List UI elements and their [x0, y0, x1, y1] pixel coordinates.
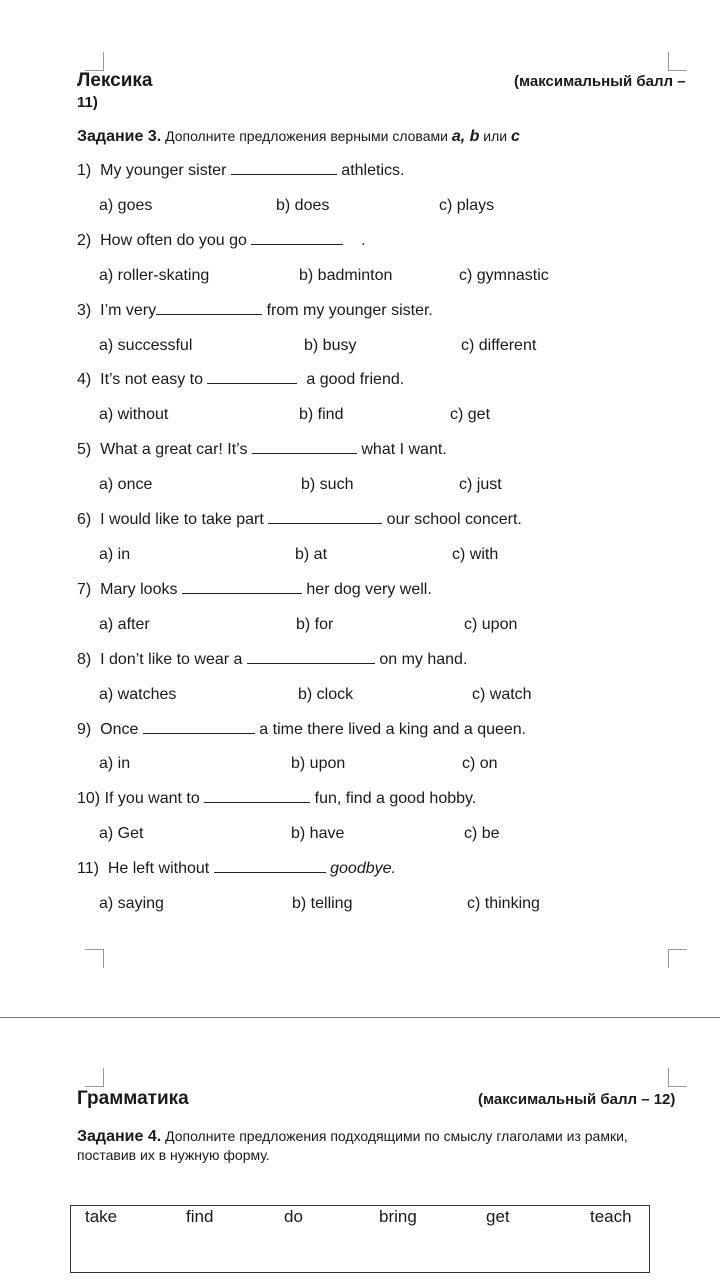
option-c[interactable]: c) watch — [472, 686, 532, 703]
task-label: Задание 4. — [77, 1128, 162, 1145]
question-text-before: If you want to — [104, 790, 200, 807]
answer-blank[interactable] — [207, 371, 297, 384]
option-a[interactable]: a) once — [99, 476, 153, 493]
option-b[interactable]: b) badminton — [299, 267, 393, 284]
answer-blank[interactable] — [252, 441, 357, 454]
answer-blank[interactable] — [182, 581, 302, 594]
corner-mark-top-left-page2 — [85, 1068, 104, 1087]
option-c[interactable]: c) with — [452, 546, 499, 563]
corner-mark-top-left — [85, 52, 104, 71]
option-c[interactable]: c) plays — [439, 197, 495, 214]
answer-blank[interactable] — [156, 302, 262, 315]
option-c[interactable]: c) gymnastic — [459, 267, 549, 284]
question-text-after: . — [361, 232, 366, 249]
option-b[interactable]: b) find — [299, 406, 344, 423]
option-a[interactable]: a) saying — [99, 895, 164, 912]
question-text-after: fun, find a good hobby. — [314, 790, 477, 807]
section-score: (максимальный балл – — [514, 73, 686, 90]
option-a[interactable]: a) watches — [99, 686, 177, 703]
answer-blank[interactable] — [204, 790, 310, 803]
verb-get: get — [486, 1207, 510, 1226]
question-text-before: Mary looks — [100, 581, 178, 598]
question-7 — [77, 581, 432, 599]
question-3 — [77, 302, 433, 320]
option-b[interactable]: b) upon — [291, 755, 346, 772]
option-c[interactable]: c) just — [459, 476, 502, 493]
option-b[interactable]: b) does — [276, 197, 330, 214]
question-text-after: athletics. — [341, 162, 405, 179]
question-text-after: from my younger sister. — [266, 302, 433, 319]
question-6 — [77, 511, 522, 529]
answer-blank[interactable] — [214, 860, 326, 873]
question-8 — [77, 651, 467, 669]
question-text-before: It’s not easy to — [100, 371, 203, 388]
option-a[interactable]: a) goes — [99, 197, 153, 214]
task-options-c: c — [511, 128, 520, 145]
question-5 — [77, 441, 447, 459]
option-b[interactable]: b) at — [295, 546, 328, 563]
question-10 — [77, 790, 476, 808]
option-c[interactable]: c) on — [462, 755, 498, 772]
question-9 — [77, 721, 526, 739]
answer-blank[interactable] — [268, 511, 382, 524]
corner-mark-bottom-right — [668, 949, 687, 968]
question-text-before: Once — [100, 721, 139, 738]
answer-blank[interactable] — [231, 162, 337, 175]
question-text-after: goodbye. — [330, 860, 396, 877]
option-c[interactable]: c) be — [464, 825, 500, 842]
question-text-before: He left without — [107, 860, 210, 877]
answer-blank[interactable] — [247, 651, 375, 664]
question-text-after: our school concert. — [386, 511, 522, 528]
question-number: 11) — [77, 860, 99, 877]
verb-do: do — [284, 1207, 303, 1226]
question-text-before: I don’t like to wear a — [100, 651, 243, 668]
section-title-grammar: Грамматика — [77, 1088, 189, 1109]
option-b[interactable]: b) busy — [304, 337, 357, 354]
task-or: или — [483, 128, 508, 144]
task-label: Задание 3. — [77, 128, 162, 145]
question-text-before: My younger sister — [100, 162, 227, 179]
question-number: 2) — [77, 232, 92, 249]
task-instruction — [77, 127, 520, 146]
question-1 — [77, 162, 404, 180]
page-separator — [0, 1017, 720, 1018]
corner-mark-top-right-page2 — [668, 1068, 687, 1087]
verb-bring: bring — [379, 1207, 417, 1226]
option-c[interactable]: c) upon — [464, 616, 518, 633]
corner-mark-top-right — [668, 52, 687, 71]
option-a[interactable]: a) successful — [99, 337, 193, 354]
question-number: 4) — [77, 371, 92, 388]
section-score-grammar: (максимальный балл – 12) — [478, 1091, 676, 1108]
question-number: 10) — [77, 790, 101, 807]
option-c[interactable]: c) thinking — [467, 895, 540, 912]
option-a[interactable]: a) without — [99, 406, 169, 423]
section-title-lexicon: Лексика — [77, 70, 153, 91]
option-b[interactable]: b) telling — [292, 895, 353, 912]
question-text-before: I would like to take part — [100, 511, 264, 528]
question-text-after: what I want. — [361, 441, 447, 458]
answer-blank[interactable] — [143, 721, 255, 734]
question-text-before: What a great car! It’s — [100, 441, 248, 458]
option-b[interactable]: b) such — [301, 476, 354, 493]
option-a[interactable]: a) roller-skating — [99, 267, 210, 284]
option-a[interactable]: a) in — [99, 546, 131, 563]
option-b[interactable]: b) clock — [298, 686, 354, 703]
question-number: 3) — [77, 302, 92, 319]
verb-teach: teach — [590, 1207, 632, 1226]
question-text-after: her dog very well. — [306, 581, 432, 598]
verb-find: find — [186, 1207, 214, 1226]
verb-box — [70, 1205, 650, 1273]
task-options-ab: a, b — [451, 128, 480, 145]
question-number: 7) — [77, 581, 92, 598]
question-number: 1) — [77, 162, 92, 179]
option-b[interactable]: b) have — [291, 825, 345, 842]
option-b[interactable]: b) for — [296, 616, 334, 633]
task-text: Дополните предложения верными словами — [165, 128, 448, 144]
task-text-line1: Дополните предложения подходящими по смыслу глаголами из рамки, — [165, 1128, 628, 1144]
task-instruction-grammar — [77, 1127, 679, 1164]
option-c[interactable]: c) different — [461, 337, 537, 354]
question-number: 9) — [77, 721, 92, 738]
section-score-continued: 11) — [77, 94, 98, 111]
question-number: 5) — [77, 441, 92, 458]
question-text-after: on my hand. — [379, 651, 468, 668]
answer-blank[interactable] — [251, 232, 343, 245]
question-4 — [77, 371, 404, 389]
question-text-after: a time there lived a king and a queen. — [259, 721, 527, 738]
option-a[interactable]: a) in — [99, 755, 131, 772]
option-a[interactable]: a) Get — [99, 825, 144, 842]
question-text-before: How often do you go — [100, 232, 247, 249]
question-2 — [77, 232, 366, 250]
option-c[interactable]: c) get — [450, 406, 491, 423]
question-number: 8) — [77, 651, 92, 668]
question-11 — [77, 860, 396, 878]
question-number: 6) — [77, 511, 92, 528]
option-a[interactable]: a) after — [99, 616, 150, 633]
corner-mark-bottom-left — [85, 949, 104, 968]
question-text-before: I’m very — [100, 302, 157, 319]
task-text-line2: поставив их в нужную форму. — [77, 1147, 270, 1163]
question-text-after: a good friend. — [306, 371, 405, 388]
verb-take: take — [85, 1207, 118, 1226]
